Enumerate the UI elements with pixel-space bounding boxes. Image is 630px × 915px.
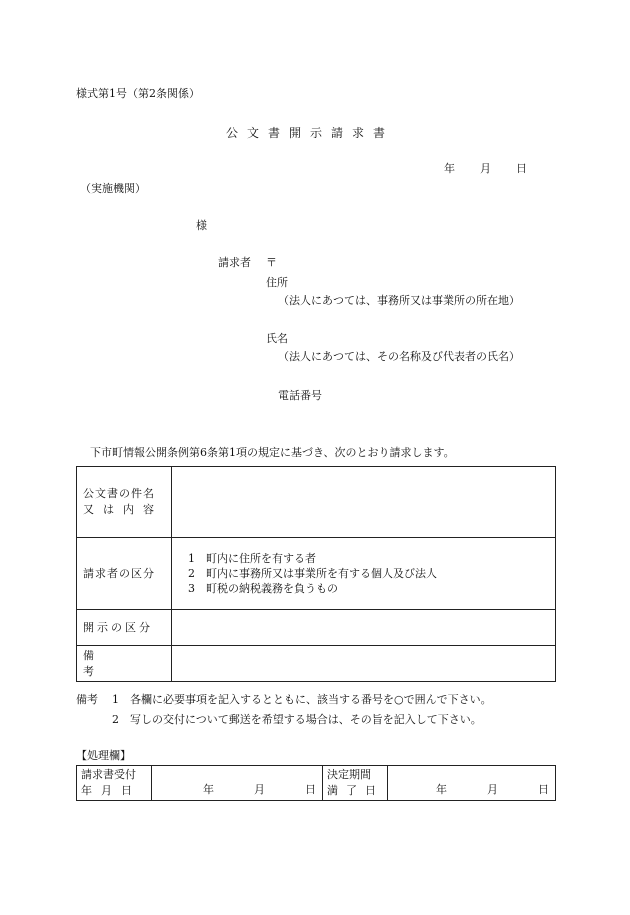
date-month: 月 (480, 162, 491, 175)
phone-label: 電話番号 (278, 389, 322, 402)
subject-label-cell (77, 467, 172, 538)
deadline-year: 年 (436, 783, 447, 796)
name-label: 氏名 (266, 332, 288, 345)
address-label: 住所 (266, 276, 288, 289)
received-date-cell[interactable] (152, 766, 323, 801)
deadline-label-line2: 満了日 (327, 784, 384, 797)
disclosure-label: 開示の区分 (83, 620, 153, 634)
table-row (77, 538, 556, 610)
note-item-2: 2 写しの交付について郵送を希望する場合は、その旨を記入して下さい。 (112, 713, 482, 726)
honorific: 様 (196, 219, 207, 232)
remarks-label-cell (77, 646, 172, 682)
requester-label: 請求者 (218, 256, 251, 269)
notes-label: 備考 (76, 693, 98, 706)
disclosure-label-cell (77, 610, 172, 646)
intro-text: 下市町情報公開条例第6条第1項の規定に基づき、次のとおり請求します。 (90, 446, 455, 459)
deadline-month: 月 (487, 783, 498, 796)
table-row (77, 610, 556, 646)
received-label-cell (77, 766, 152, 801)
subject-label-line1: 公文書の件名 (83, 487, 155, 500)
disclosure-input-cell[interactable] (172, 610, 556, 646)
deadline-label-line1: 決定期間 (327, 768, 371, 781)
postal-mark: 〒 (266, 256, 277, 269)
note-item-1: 1 各欄に必要事項を記入するとともに、該当する番号を○で囲んで下さい。 (112, 693, 492, 706)
page-title: 公文書開示請求書 (226, 126, 395, 140)
subject-input-cell[interactable] (172, 467, 556, 538)
form-number: 様式第1号（第2条関係） (76, 87, 200, 100)
agency-label: （実施機関） (80, 182, 146, 195)
received-label-line2: 年月日 (81, 784, 141, 797)
subject-label-line2: 又は内容 (83, 503, 163, 516)
deadline-date-row (388, 782, 555, 798)
category-label-cell (77, 538, 172, 610)
received-date-row (152, 782, 322, 798)
category-label: 請求者の区分 (83, 566, 155, 580)
deadline-label-cell (323, 766, 388, 801)
processing-table (76, 765, 556, 801)
request-table (76, 466, 556, 682)
address-note: （法人にあつては、事務所又は事業所の所在地） (278, 294, 520, 307)
table-row (77, 467, 556, 538)
remarks-input-cell[interactable] (172, 646, 556, 682)
processing-heading: 【処理欄】 (76, 749, 131, 762)
received-month: 月 (254, 783, 265, 796)
received-year: 年 (203, 783, 214, 796)
received-label-line1: 請求書受付 (81, 768, 136, 781)
table-row (77, 646, 556, 682)
date-year: 年 (444, 162, 455, 175)
category-option-1[interactable]: 1 町内に住所を有する者 (188, 552, 316, 565)
name-note: （法人にあつては、その名称及び代表者の氏名） (278, 350, 520, 363)
category-option-3[interactable]: 3 町税の納税義務を負うもの (188, 582, 338, 595)
deadline-day: 日 (538, 783, 549, 796)
deadline-date-cell[interactable] (388, 766, 556, 801)
category-options-cell[interactable] (172, 538, 556, 610)
received-day: 日 (305, 783, 316, 796)
remarks-label: 備考 (83, 648, 138, 678)
category-option-2[interactable]: 2 町内に事務所又は事業所を有する個人及び法人 (188, 567, 437, 580)
date-day: 日 (516, 162, 527, 175)
table-row (77, 766, 556, 801)
